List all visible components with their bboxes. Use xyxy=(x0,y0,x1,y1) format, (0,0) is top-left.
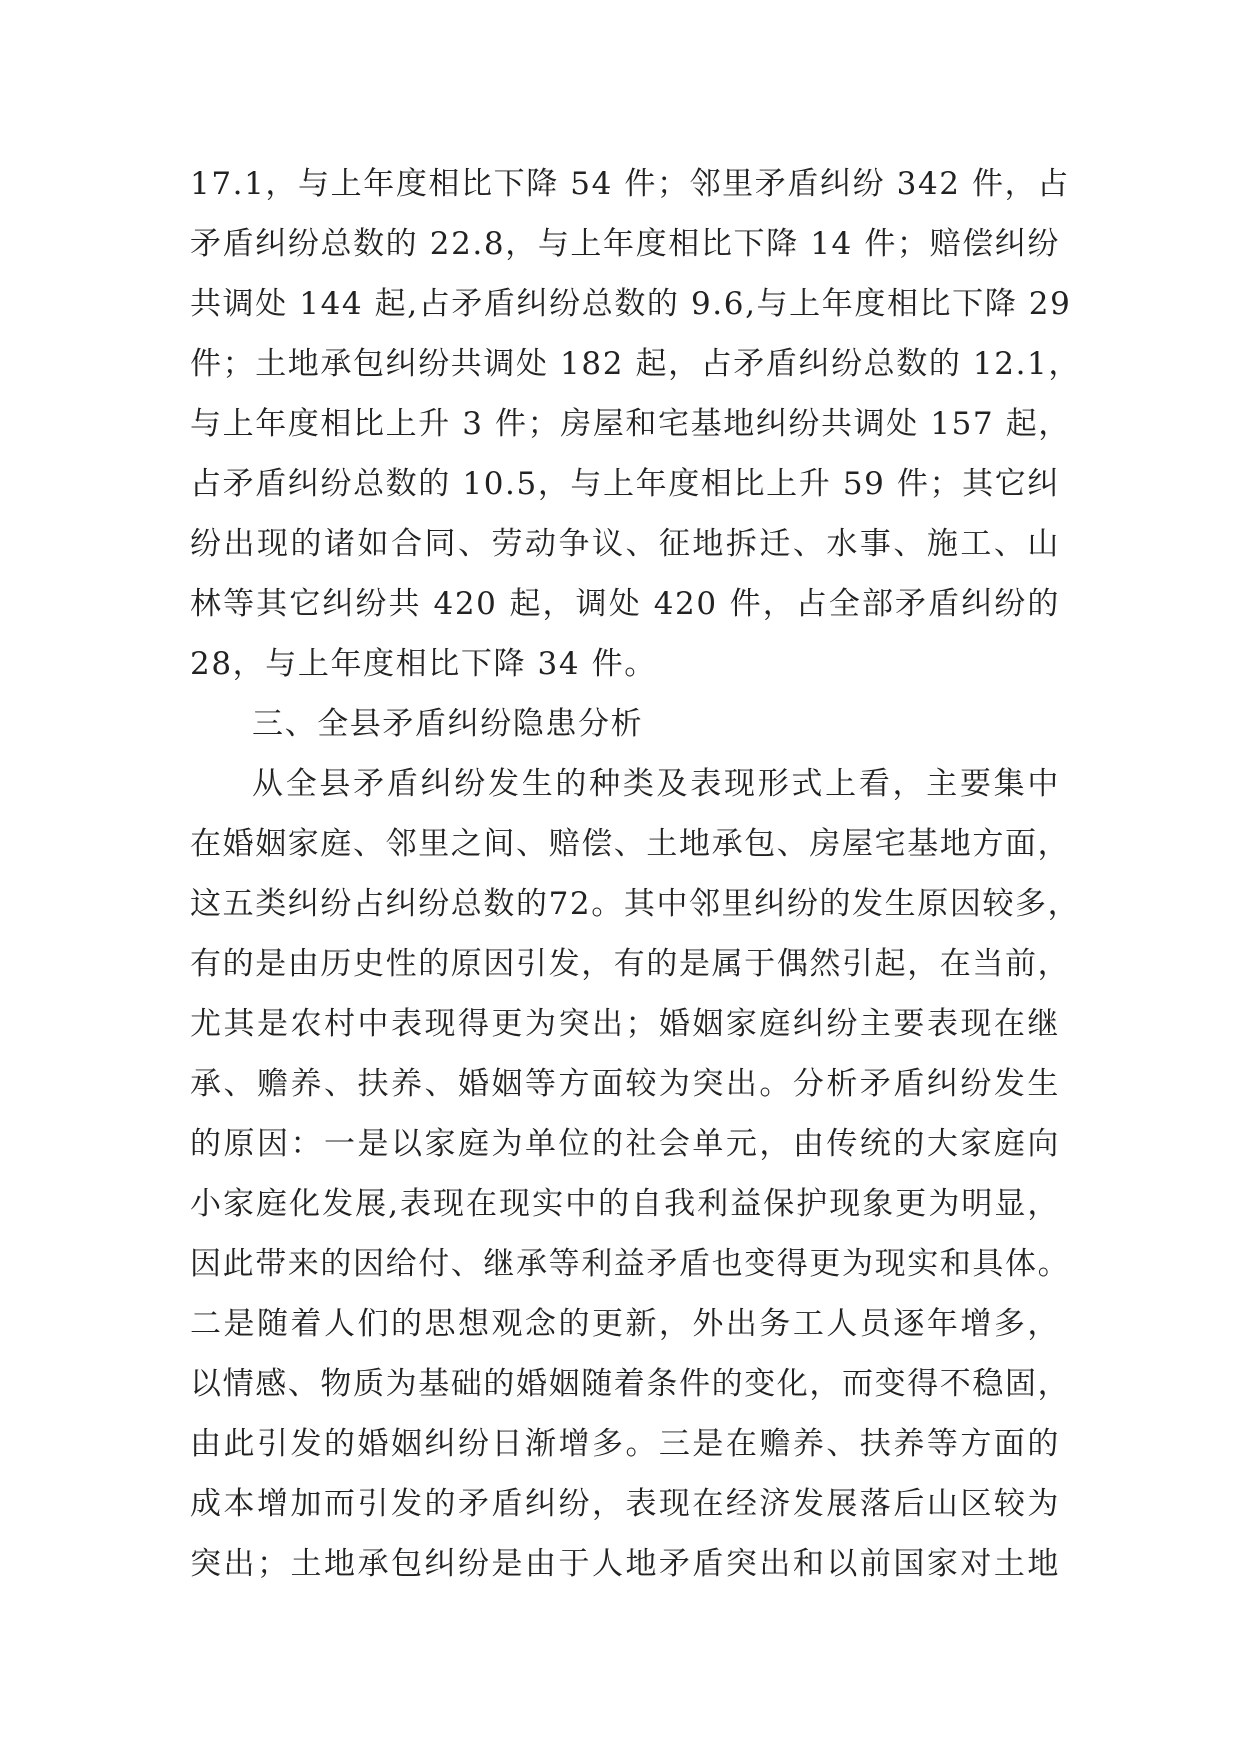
text-line: 共调处 144 起,占矛盾纠纷总数的 9.6,与上年度相比下降 29 xyxy=(190,286,1072,322)
text-line: 二是随着人们的思想观念的更新，外出务工人员逐年增多， xyxy=(190,1306,1060,1342)
text-line: 从全县矛盾纠纷发生的种类及表现形式上看，主要集中 xyxy=(252,766,1060,802)
text-line: 的原因：一是以家庭为单位的社会单元，由传统的大家庭向 xyxy=(190,1126,1060,1162)
text-line: 承、赡养、扶养、婚姻等方面较为突出。分析矛盾纠纷发生 xyxy=(190,1066,1060,1102)
text-line: 成本增加而引发的矛盾纠纷，表现在经济发展落后山区较为 xyxy=(190,1486,1060,1522)
text-line: 矛盾纠纷总数的 22.8，与上年度相比下降 14 件；赔偿纠纷 xyxy=(190,226,1060,262)
text-line: 与上年度相比上升 3 件；房屋和宅基地纠纷共调处 157 起， xyxy=(190,406,1071,442)
text-line: 在婚姻家庭、邻里之间、赔偿、土地承包、房屋宅基地方面， xyxy=(190,826,1071,862)
text-line: 这五类纠纷占纠纷总数的72。其中邻里纠纷的发生原因较多， xyxy=(190,886,1081,922)
text-line: 纷出现的诸如合同、劳动争议、征地拆迁、水事、施工、山 xyxy=(190,526,1060,562)
text-line: 件；土地承包纠纷共调处 182 起，占矛盾纠纷总数的 12.1， xyxy=(190,346,1081,382)
text-line: 小家庭化发展,表现在现实中的自我利益保护现象更为明显， xyxy=(190,1186,1060,1222)
section-heading: 三、全县矛盾纠纷隐患分析 xyxy=(252,706,644,742)
text-line: 突出；土地承包纠纷是由于人地矛盾突出和以前国家对土地 xyxy=(190,1546,1060,1582)
text-line: 28，与上年度相比下降 34 件。 xyxy=(190,646,657,682)
text-line: 由此引发的婚姻纠纷日渐增多。三是在赡养、扶养等方面的 xyxy=(190,1426,1060,1462)
text-line: 有的是由历史性的原因引发，有的是属于偶然引起，在当前， xyxy=(190,946,1071,982)
text-line: 占矛盾纠纷总数的 10.5，与上年度相比上升 59 件；其它纠 xyxy=(190,466,1060,502)
text-line: 以情感、物质为基础的婚姻随着条件的变化，而变得不稳固， xyxy=(190,1366,1071,1402)
text-line: 因此带来的因给付、继承等利益矛盾也变得更为现实和具体。 xyxy=(190,1246,1071,1282)
text-line: 17.1，与上年度相比下降 54 件；邻里矛盾纠纷 342 件，占 xyxy=(190,166,1070,202)
text-line: 尤其是农村中表现得更为突出；婚姻家庭纠纷主要表现在继 xyxy=(190,1006,1060,1042)
text-line: 林等其它纠纷共 420 起，调处 420 件，占全部矛盾纠纷的 xyxy=(190,586,1060,622)
